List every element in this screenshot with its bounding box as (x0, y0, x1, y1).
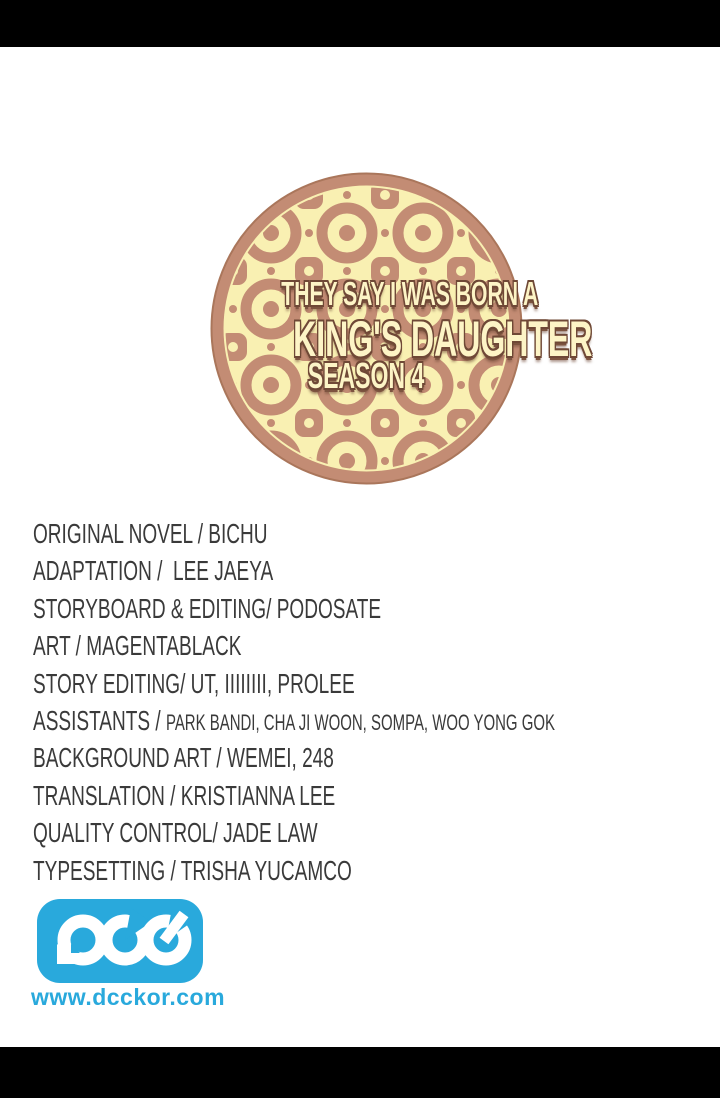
credits-list (33, 516, 720, 890)
credit-line-assistants: ASSISTANTS / PARK BANDI, CHA JI WOON, SOMPA, WOO YONG GOK (33, 705, 555, 737)
series-title-line1: THEY SAY I WAS BORN A (281, 275, 539, 312)
website-link[interactable]: www.dcckor.com (31, 984, 226, 1010)
credit-line-background-art: BACKGROUND ART / WEMEI, 248 (33, 742, 334, 774)
dcc-logo (37, 899, 203, 983)
credit-line-translation: TRANSLATION / KRISTIANNA LEE (33, 779, 336, 811)
letterbox-bottom (0, 1047, 720, 1098)
series-title-line3: SEASON 4 (308, 355, 425, 396)
credit-line-quality-control: QUALITY CONTROL/ JADE LAW (33, 817, 318, 849)
dcc-logo-graphic (37, 899, 203, 983)
credit-line-adaptation: ADAPTATION / LEE JAEYA (33, 555, 274, 587)
series-title (209, 171, 593, 486)
credit-line-art: ART / MAGENTABLACK (33, 630, 242, 662)
series-medallion (209, 171, 593, 486)
credit-line-story-editing: STORY EDITING/ UT, IIIIIIII, PROLEE (33, 667, 355, 699)
credit-line-storyboard-editing: STORYBOARD & EDITING/ PODOSATE (33, 592, 382, 624)
credit-line-typesetting: TYPESETTING / TRISHA YUCAMCO (33, 854, 352, 886)
letterbox-top (0, 0, 720, 47)
series-title-line2: KING'S DAUGHTER (293, 311, 593, 367)
credit-line-original-novel: ORIGINAL NOVEL / BICHU (33, 518, 268, 549)
